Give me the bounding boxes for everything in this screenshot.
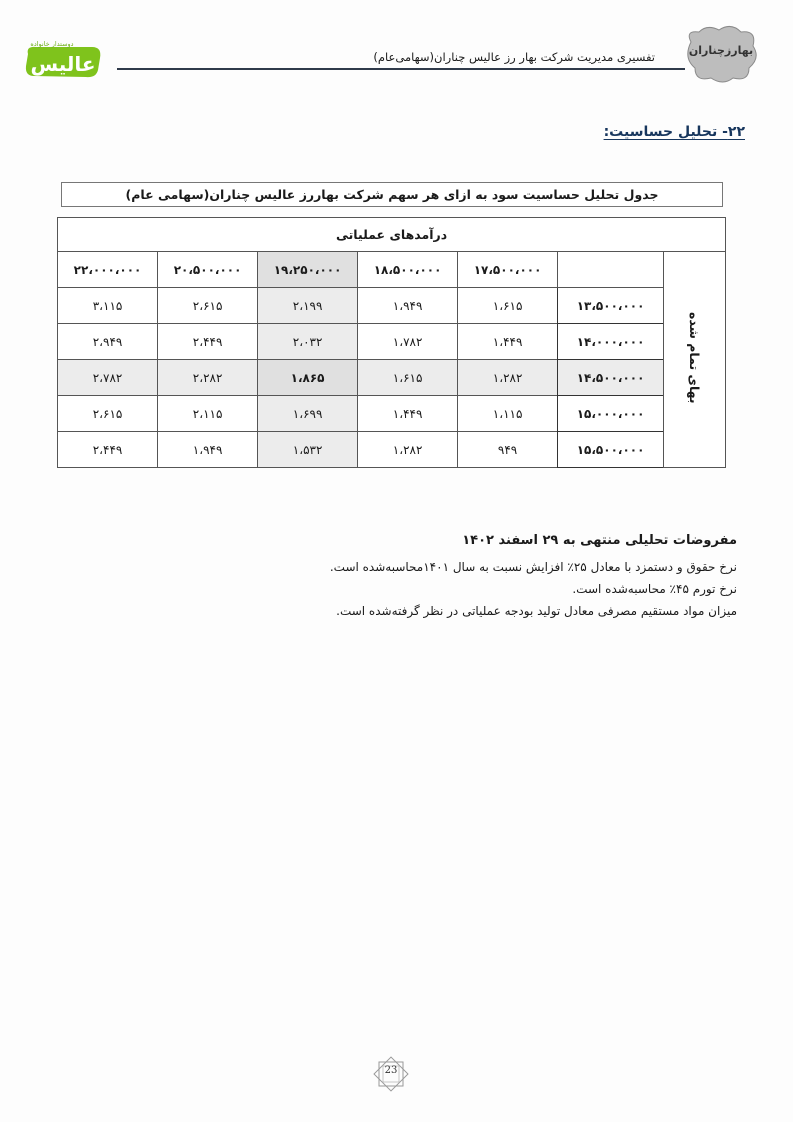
row-header: ۱۵،۰۰۰،۰۰۰: [558, 396, 664, 432]
assumptions-section: [277, 533, 737, 622]
table-cell: ۹۴۹: [458, 432, 558, 468]
table-cell: ۱،۵۳۲: [258, 432, 358, 468]
table-row: [58, 432, 726, 468]
table-cell: ۱،۷۸۲: [358, 324, 458, 360]
table-cell: ۱،۲۸۲: [458, 360, 558, 396]
table-cell: ۱،۹۴۹: [358, 288, 458, 324]
table-cell: ۲،۴۴۹: [158, 324, 258, 360]
table-cell: ۲،۱۹۹: [258, 288, 358, 324]
table-cell: ۲،۲۸۲: [158, 360, 258, 396]
table-row: [58, 396, 726, 432]
section-title: ۲۲- تحلیل حساسیت:: [603, 124, 745, 140]
assumption-item: نرخ حقوق و دستمزد با معادل ۲۵٪ افزایش نسبت به سال ۱۴۰۱محاسبه‌شده است.: [329, 560, 737, 574]
column-header: ۲۰،۵۰۰،۰۰۰: [158, 252, 258, 288]
corner-cell: [558, 252, 664, 288]
alis-logo-subtext: دوستدار خانواده: [30, 40, 74, 48]
row-header: ۱۳،۵۰۰،۰۰۰: [558, 288, 664, 324]
row-header: ۱۵،۵۰۰،۰۰۰: [558, 432, 664, 468]
alis-logo-text: عالیس: [30, 52, 96, 76]
table-cell: ۲،۱۱۵: [158, 396, 258, 432]
row-group-label: بهای تمام شده: [687, 312, 703, 404]
table-cell: ۱،۶۱۵: [358, 360, 458, 396]
sensitivity-table: [57, 217, 726, 468]
page-number: 23: [384, 1065, 398, 1076]
table-cell: ۱،۱۱۵: [458, 396, 558, 432]
table-cell: ۱،۶۱۵: [458, 288, 558, 324]
table-cell: ۲،۷۸۲: [58, 360, 158, 396]
table-cell: ۲،۰۳۲: [258, 324, 358, 360]
table-columns-row: [58, 252, 726, 288]
table-caption: جدول تحلیل حساسیت سود به ازای هر سهم شرکت بهاررز عالیس چناران(سهامی عام): [61, 182, 723, 207]
table-cell: ۱،۴۴۹: [458, 324, 558, 360]
assumption-item: نرخ تورم ۴۵٪ محاسبه‌شده است.: [572, 582, 737, 596]
row-group-cell: [664, 252, 726, 468]
row-header: ۱۴،۵۰۰،۰۰۰: [558, 360, 664, 396]
assumptions-title: مفروضات تحلیلی منتهی به ۲۹ اسفند ۱۴۰۲: [462, 533, 737, 548]
column-header: ۱۸،۵۰۰،۰۰۰: [358, 252, 458, 288]
alis-logo: [22, 38, 104, 80]
table-row-base: [58, 360, 726, 396]
column-header: ۱۷،۵۰۰،۰۰۰: [458, 252, 558, 288]
table-row: [58, 288, 726, 324]
table-cell: ۲،۹۴۹: [58, 324, 158, 360]
table-row: [58, 324, 726, 360]
table-cell: ۲،۶۱۵: [58, 396, 158, 432]
table-header-row: [58, 218, 726, 252]
table-cell: ۱،۹۴۹: [158, 432, 258, 468]
column-header: ۲۲،۰۰۰،۰۰۰: [58, 252, 158, 288]
table-cell: ۱،۲۸۲: [358, 432, 458, 468]
bahar-roz-logo-text: بهارزچناران: [688, 44, 754, 57]
table-cell: ۱،۴۴۹: [358, 396, 458, 432]
table-cell: ۲،۶۱۵: [158, 288, 258, 324]
bahar-roz-logo: [683, 24, 759, 84]
base-case-cell: ۱،۸۶۵: [258, 360, 358, 396]
header-title: تفسیری مدیریت شرکت بهار رز عالیس چناران(سهامی‌عام): [373, 50, 655, 64]
row-header: ۱۴،۰۰۰،۰۰۰: [558, 324, 664, 360]
table-cell: ۳،۱۱۵: [58, 288, 158, 324]
header-divider: [117, 68, 685, 70]
table-cell: ۱،۶۹۹: [258, 396, 358, 432]
assumption-item: میزان مواد مستقیم مصرفی معادل تولید بودجه عملیاتی در نظر گرفته‌شده است.: [336, 604, 737, 618]
column-group-label: درآمدهای عملیاتی: [58, 218, 726, 252]
column-header: ۱۹،۲۵۰،۰۰۰: [258, 252, 358, 288]
table-cell: ۲،۴۴۹: [58, 432, 158, 468]
